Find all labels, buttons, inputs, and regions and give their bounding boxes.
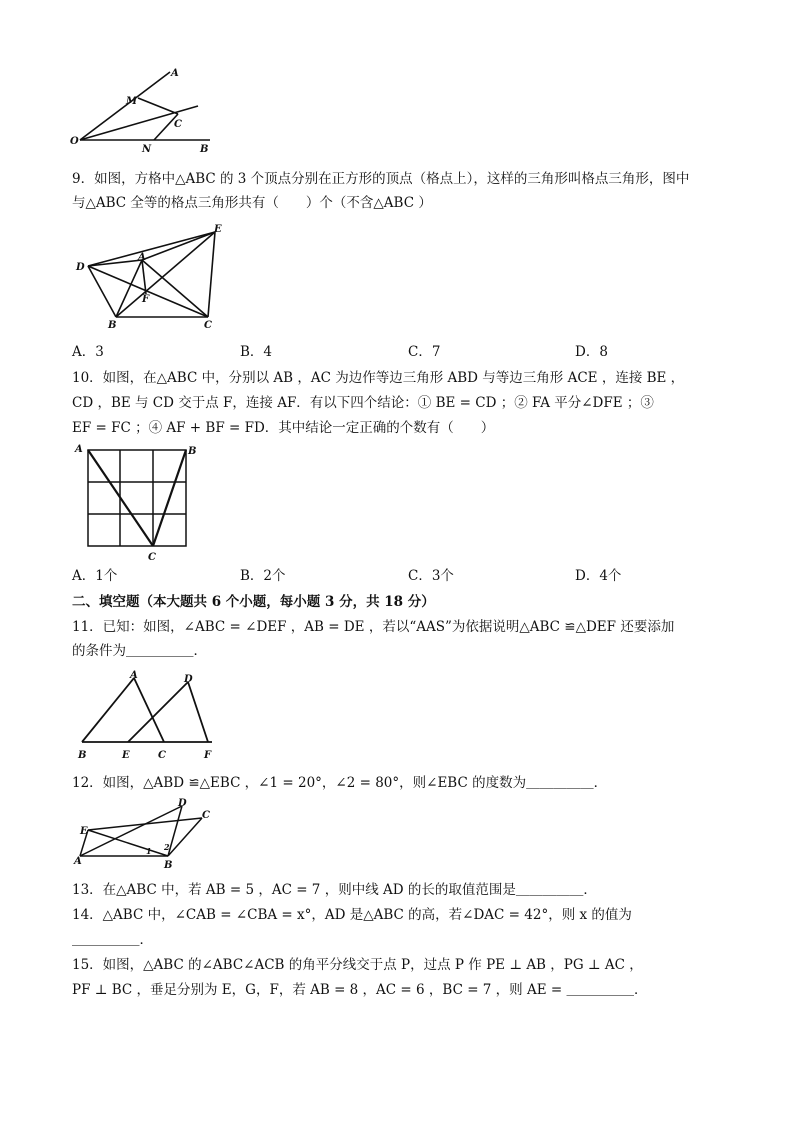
figure-grid-triangle xyxy=(72,440,204,568)
q10-line-1: 10．如图，在△ABC 中，分别以 AB ，AC 为边作等边三角形 ABD 与等边三角形 ACE ，连接 BE ， xyxy=(72,370,685,386)
label-A: A xyxy=(75,444,83,455)
label-angle-1: 1 xyxy=(146,846,152,856)
q15-line-1: 15．如图，△ABC 的∠ABC∠ACB 的角平分线交于点 P，过点 P 作 PE ⊥ AB ，PG ⊥ AC ， xyxy=(72,957,643,973)
label-D: D xyxy=(178,798,187,809)
q10-option-c: C．3个 xyxy=(408,568,454,584)
q9-line-2: 与△ABC 全等的格点三角形共有（ ）个（不含△ABC ） xyxy=(72,195,432,211)
q10-line-2: CD ，BE 与 CD 交于点 F，连接 AF．有以下四个结论：① BE = CD ；② FA 平分∠DFE ；③ xyxy=(72,395,654,411)
figure-equilateral-triangles xyxy=(72,222,232,332)
figure-angle-construction xyxy=(70,64,220,156)
label-E: E xyxy=(80,826,88,837)
label-F: F xyxy=(204,750,212,761)
label-E: E xyxy=(214,224,222,235)
label-B: B xyxy=(164,860,173,870)
label-N: N xyxy=(142,144,152,155)
q13-line-1: 13．在△ABC 中，若 AB = 5 ，AC = 7 ，则中线 AD 的长的取值范围是＿＿＿＿＿． xyxy=(72,882,597,898)
label-A: A xyxy=(130,670,138,681)
q12-line-1: 12．如图，△ABD ≌△EBC ，∠1 = 20°，∠2 = 80°，则∠EBC 的度数为＿＿＿＿＿． xyxy=(72,775,608,791)
label-angle-2: 2 xyxy=(164,842,170,852)
q14-line-2: ＿＿＿＿＿． xyxy=(72,932,153,948)
label-C: C xyxy=(204,320,212,331)
figure-rotated-triangles xyxy=(72,798,222,870)
label-F: F xyxy=(142,294,150,305)
q11-line-1: 11．已知：如图，∠ABC = ∠DEF ，AB = DE ，若以“AAS”为依据说明△ABC ≌△DEF 还要添加 xyxy=(72,619,675,635)
q10-option-d: D．4个 xyxy=(575,568,622,584)
section-heading-fill-in: 二、填空题（本大题共 6 个小题，每小题 3 分，共 18 分） xyxy=(72,594,435,610)
label-B: B xyxy=(188,446,197,457)
label-O: O xyxy=(70,136,79,147)
label-D: D xyxy=(184,674,193,685)
q9-option-b: B．4 xyxy=(240,344,273,360)
figure-congruent-triangles xyxy=(72,666,222,762)
label-B: B xyxy=(108,320,117,331)
q9-option-a: A．3 xyxy=(72,344,104,360)
label-B: B xyxy=(78,750,87,761)
q9-option-c: C．7 xyxy=(408,344,441,360)
q15-line-2: PF ⊥ BC ，垂足分别为 E，G，F，若 AB = 8 ，AC = 6 ，BC = 7 ，则 AE = ＿＿＿＿＿． xyxy=(72,982,648,998)
q11-line-2: 的条件为＿＿＿＿＿． xyxy=(72,643,207,659)
q10-line-3: EF = FC ；④ AF + BF = FD．其中结论一定正确的个数有（ ） xyxy=(72,420,495,436)
q14-line-1: 14．△ABC 中，∠CAB = ∠CBA = x°，AD 是△ABC 的高，若∠DAC = 42°，则 x 的值为 xyxy=(72,907,632,923)
label-A: A xyxy=(138,252,146,263)
label-M: M xyxy=(126,96,138,107)
label-C: C xyxy=(202,810,210,821)
label-D: D xyxy=(76,262,85,273)
label-C: C xyxy=(148,552,156,563)
q9-line-1: 9．如图，方格中△ABC 的 3 个顶点分别在正方形的顶点（格点上），这样的三角形叫格点三角形，图中 xyxy=(72,171,690,187)
q10-option-b: B．2个 xyxy=(240,568,286,584)
label-E: E xyxy=(122,750,130,761)
label-B: B xyxy=(200,144,209,155)
label-C: C xyxy=(158,750,166,761)
label-A: A xyxy=(74,856,82,867)
label-A: A xyxy=(171,68,179,79)
q9-option-d: D．8 xyxy=(575,344,608,360)
q10-option-a: A．1个 xyxy=(72,568,118,584)
label-C: C xyxy=(174,119,182,130)
